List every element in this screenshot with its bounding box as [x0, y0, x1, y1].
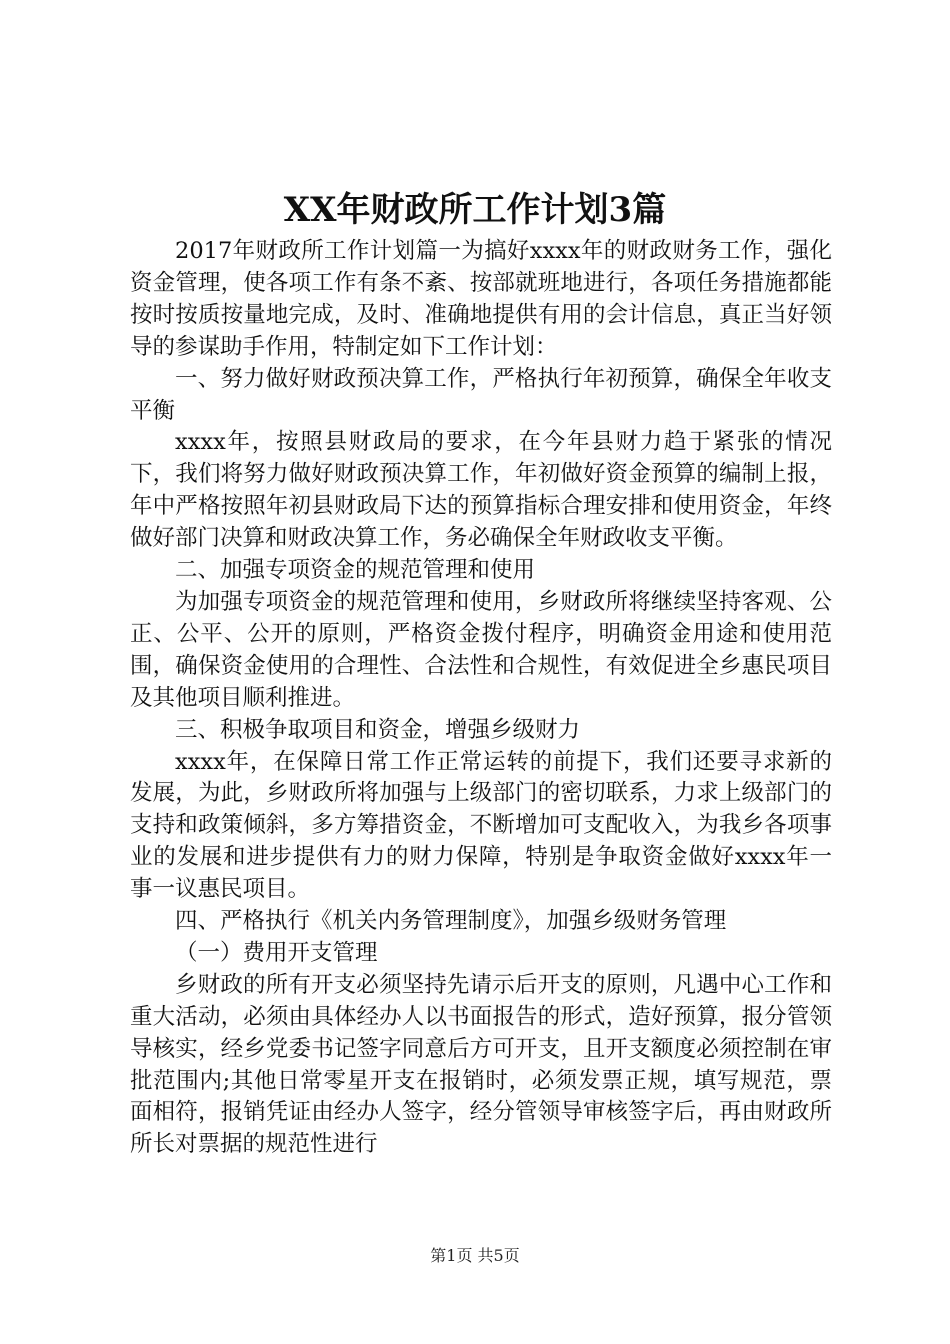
document-body [130, 236, 832, 1161]
section-heading-2: 二、加强专项资金的规范管理和使用 [175, 557, 536, 584]
section-heading-1: 一、努力做好财政预决算工作，严格执行年初预算，确保全年收支平衡 [130, 365, 832, 424]
intro-paragraph: 2017年财政所工作计划篇一为搞好xxxx年的财政财务工作，强化资金管理，使各项工作有条不紊、按部就班地进行，各项任务措施都能按时按质按量地完成，及时、准确地提供有用的会计信息，真正当好领导的参谋助手作用，特制定如下工作计划： [130, 238, 832, 360]
subsection-paragraph-1: 乡财政的所有开支必须坚持先请示后开支的原则，凡遇中心工作和重大活动，必须由具体经办人以书面报告的形式，造好预算，报分管领导核实，经乡党委书记签字同意后方可开支，且开支额度必须控制在审批范围内;其他日常零星开支在报销时，必须发票正规，填写规范，票面相符，报销凭证由经办人签字，经分管领导审核签字后，再由财政所所长对票据的规范性进行 [130, 971, 832, 1158]
section-heading-3: 三、积极争取项目和资金，增强乡级财力 [175, 716, 581, 743]
section-paragraph-2: 为加强专项资金的规范管理和使用，乡财政所将继续坚持客观、公正、公平、公开的原则，严格资金拨付程序，明确资金用途和使用范围，确保资金使用的合理性、合法性和合规性，有效促进全乡惠民项目及其他项目顺利推进。 [130, 588, 832, 711]
section-paragraph-1: xxxx年，按照县财政局的要求，在今年县财力趋于紧张的情况下，我们将努力做好财政预决算工作，年初做好资金预算的编制上报，年中严格按照年初县财政局下达的预算指标合理安排和使用资金，年终做好部门决算和财政决算工作，务必确保全年财政收支平衡。 [130, 429, 832, 552]
section-paragraph-3: xxxx年，在保障日常工作正常运转的前提下，我们还要寻求新的发展，为此，乡财政所将加强与上级部门的密切联系，力求上级部门的支持和政策倾斜，多方筹措资金，不断增加可支配收入，为我乡各项事业的发展和进步提供有力的财力保障，特别是争取资金做好xxxx年一事一议惠民项目。 [130, 748, 832, 903]
section-heading-4: 四、严格执行《机关内务管理制度》，加强乡级财务管理 [175, 908, 727, 935]
subsection-heading-1: （一）费用开支管理 [175, 939, 378, 966]
document-title: XX年财政所工作计划3篇 [283, 190, 667, 230]
page-footer: 第1页 共5页 [430, 1246, 520, 1265]
